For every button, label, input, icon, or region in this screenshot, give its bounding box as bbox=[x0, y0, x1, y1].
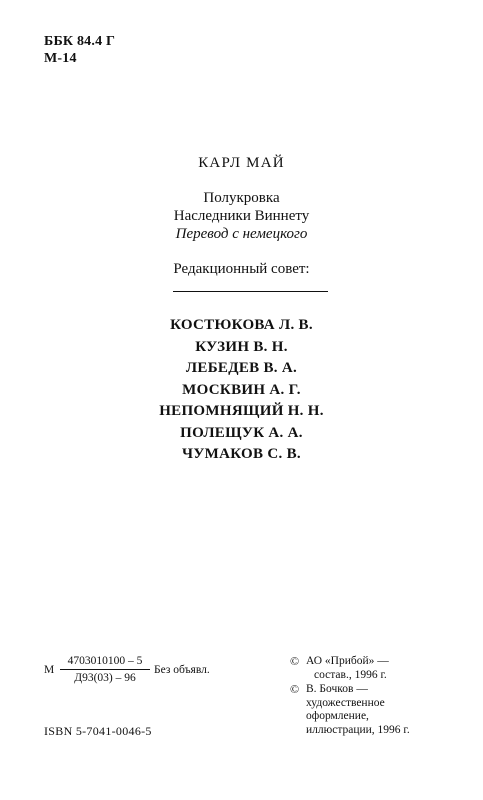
copyright-line: состав., 1996 г. bbox=[314, 668, 387, 681]
copyright-publisher bbox=[290, 655, 460, 683]
council-member: ЛЕБЕДЕВ В. А. bbox=[185, 360, 298, 376]
council-member: ПОЛЕЩУК А. А. bbox=[180, 424, 303, 441]
council-member: КУЗИН В. Н. bbox=[195, 338, 288, 355]
title-line: Наследники Виннету bbox=[173, 208, 310, 224]
copyright-text bbox=[306, 655, 389, 682]
isbn: ISBN 5-7041-0046-5 bbox=[44, 724, 152, 738]
copyright-line: АО «Прибой» — bbox=[306, 655, 389, 667]
council-member-list bbox=[0, 315, 483, 466]
translation-note: Перевод с немецкого bbox=[175, 226, 308, 242]
book-titles bbox=[0, 189, 483, 243]
imprint-numerator: 4703010100 – 5 bbox=[60, 654, 150, 670]
editorial-council-heading: Редакционный совет: bbox=[173, 261, 310, 277]
copyright-line: художественное bbox=[306, 696, 385, 709]
imprint-fraction bbox=[60, 654, 150, 685]
council-member: ЧУМАКОВ С. В. bbox=[182, 446, 301, 462]
copyright-illustrator bbox=[290, 683, 460, 739]
imprint-code bbox=[44, 654, 274, 686]
author-mark-code: М-14 bbox=[44, 51, 77, 66]
imprint-denominator: Д93(03) – 96 bbox=[74, 672, 136, 684]
council-member: МОСКВИН А. Г. bbox=[182, 381, 301, 398]
author-name: КАРЛ МАЙ bbox=[198, 155, 285, 171]
council-member: КОСТЮКОВА Л. В. bbox=[170, 317, 313, 333]
imprint-letter: М bbox=[44, 664, 55, 676]
copyright-line: иллюстрации, 1996 г. bbox=[306, 723, 410, 736]
council-member: НЕПОМНЯЩИЙ Н. Н. bbox=[159, 403, 324, 419]
copyright-line: В. Бочков — bbox=[306, 683, 368, 695]
imprint-note: Без объявл. bbox=[154, 664, 210, 676]
copyright-icon: © bbox=[290, 654, 300, 668]
divider-rule bbox=[173, 291, 328, 292]
copyright-text bbox=[306, 683, 410, 737]
copyright-line: оформление, bbox=[306, 710, 369, 722]
title-line: Полукровка bbox=[203, 190, 280, 206]
copyright-icon: © bbox=[290, 682, 300, 696]
bbk-code: ББК 84.4 Г bbox=[44, 34, 116, 49]
